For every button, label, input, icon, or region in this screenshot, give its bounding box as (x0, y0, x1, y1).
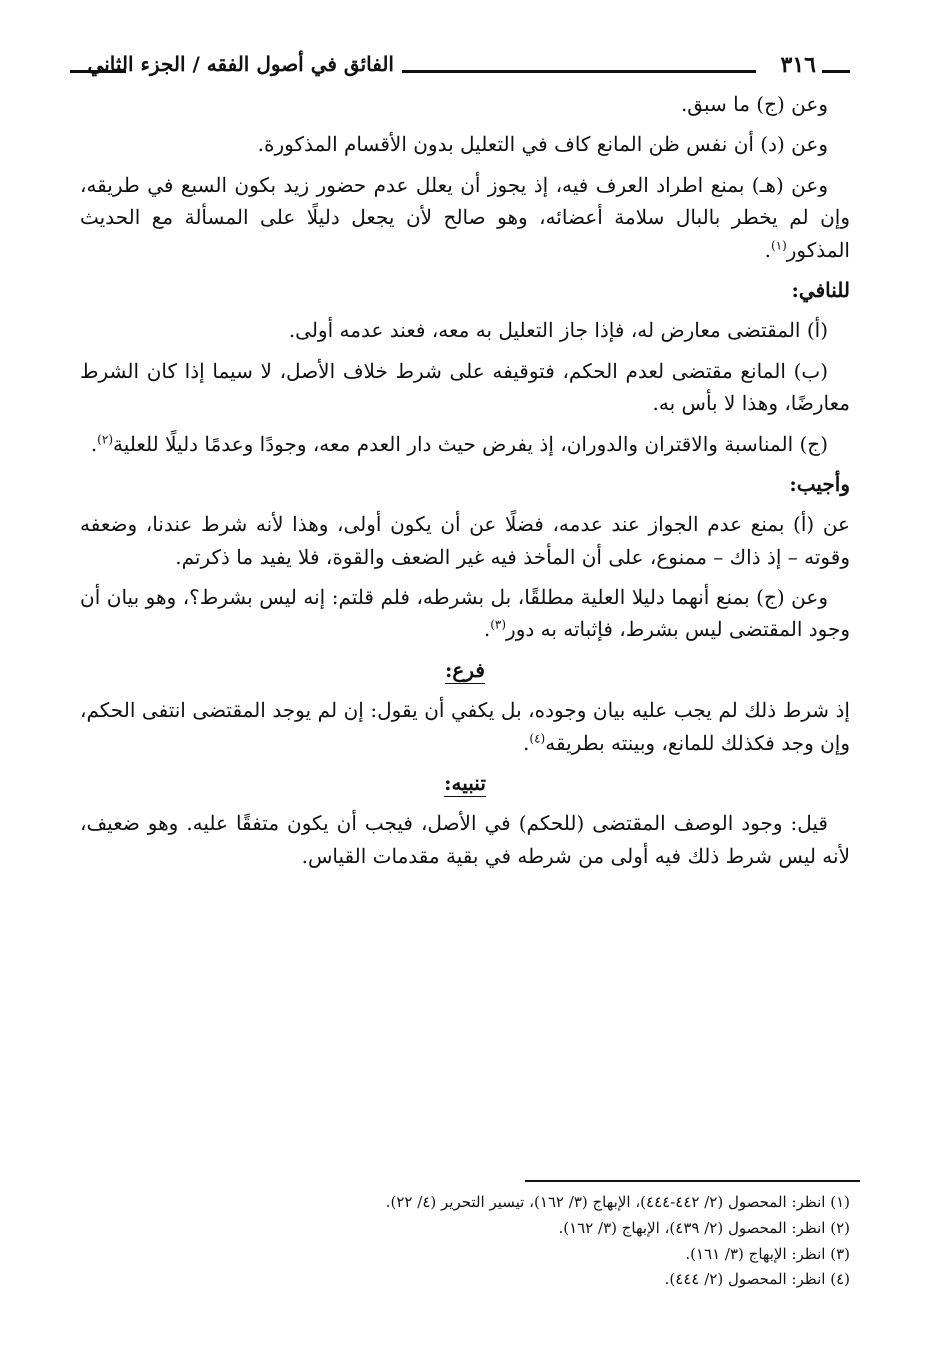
argument-b: (ب) المانع مقتضى لعدم الحكم، فتوقيفه على شرط خلاف الأصل، لا سيما إذا كان الشرط معارضًا، وهذا لا بأس به. (80, 358, 850, 416)
reply-c (80, 581, 850, 646)
section-label-nafi: للنافي: (791, 277, 850, 302)
punctuation: . (523, 730, 530, 755)
footnote-2: (٢) انظر: المحصول (٢/ ٤٣٩)، الإبهاج (٣/ ١٦٢). (558, 1218, 850, 1237)
punctuation: . (90, 431, 98, 456)
punctuation: . (483, 617, 491, 642)
far-heading (80, 654, 850, 686)
header-rule-middle (402, 70, 756, 73)
far-paragraph (80, 694, 850, 759)
paragraph: وعن (د) أن نفس ظن المانع كاف في التعليل بدون الأقسام المذكورة. (257, 132, 828, 157)
header-rule-right (822, 70, 850, 73)
paragraph-text: (ج) المناسبة والاقتران والدوران، إذ يفرض حيث دار العدم معه، وجودًا وعدمًا دليلًا للعلية (113, 431, 828, 456)
footnote-ref: (٣) (490, 617, 507, 632)
paragraph (80, 169, 850, 266)
punctuation: . (764, 237, 771, 262)
footnote-ref: (٢) (97, 431, 113, 446)
page-header (70, 46, 850, 86)
paragraph-text: إذ شرط ذلك لم يجب عليه بيان وجوده، بل يكفي أن يقول: إن لم يوجد المقتضى انتفى الحكم، وإن وجد فكذلك للمانع، وبينته بطريقه (80, 698, 850, 755)
page-body (80, 88, 850, 880)
tanbih-paragraph: قيل: وجود الوصف المقتضى (للحكم) في الأصل، فيجب أن يكون متفقًا عليه. وهو ضعيف، لأنه ليس شرط ذلك فيه أولى من شرطه في بقية مقدمات القياس. (80, 811, 850, 868)
footnote-separator (525, 1180, 860, 1182)
far-title: فرع: (445, 657, 485, 682)
section-label-ujib: وأجيب: (789, 471, 850, 496)
footnote-ref: (٤) (529, 730, 546, 745)
argument-a: (أ) المقتضى معارض له، فإذا جاز التعليل به معه، فعند عدمه أولى. (288, 318, 828, 343)
header-rule-left (70, 70, 126, 73)
paragraph-text: وعن (ج) بمنع أنهما دليلا العلية مطلقًا، بل بشرطه، فلم قلتم: إنه ليس بشرط؟، وهو بيان أن وجود المقتضى ليس بشرط، فإثباته به دور (80, 585, 850, 642)
paragraph-text: وعن (هـ) بمنع اطراد العرف فيه، إذ يجوز أن يعلل عدم حضور زيد بكون السبع في طريقه، وإن لم يخطر بالبال سلامة أعضائه، وهو صالح لأن يجعل دليلًا على المسألة مع الحديث المذكور (80, 172, 851, 262)
tanbih-title: تنبيه: (444, 771, 486, 796)
footnotes (80, 1190, 850, 1293)
footnote-3: (٣) انظر: الإبهاج (٣/ ١٦١). (685, 1244, 850, 1263)
footnote-1: (١) انظر: المحصول (٢/ ٤٤٢-٤٤٤)، الإبهاج (٣/ ١٦٢)، تيسير التحرير (٤/ ٢٢). (385, 1193, 850, 1211)
reply-a: عن (أ) بمنع عدم الجواز عند عدمه، فضلًا عن أن يكون أولى، وهذا لأنه شرط عندنا، وضعفه وقوته – إذ ذاك – ممنوع، على أن المأخذ فيه غير الضعف والقوة، فلا يفيد ما ذكرتم. (80, 512, 850, 569)
footnote-4: (٤) انظر: المحصول (٢/ ٤٤٤). (664, 1270, 850, 1289)
book-title: الفائق في أصول الفقه / الجزء الثاني (87, 52, 394, 76)
footnote-ref: (١) (770, 237, 787, 252)
tanbih-heading (80, 767, 850, 799)
argument-c (80, 428, 850, 460)
page-number: ٣١٦ (780, 52, 816, 78)
paragraph: وعن (ج) ما سبق. (680, 92, 828, 116)
